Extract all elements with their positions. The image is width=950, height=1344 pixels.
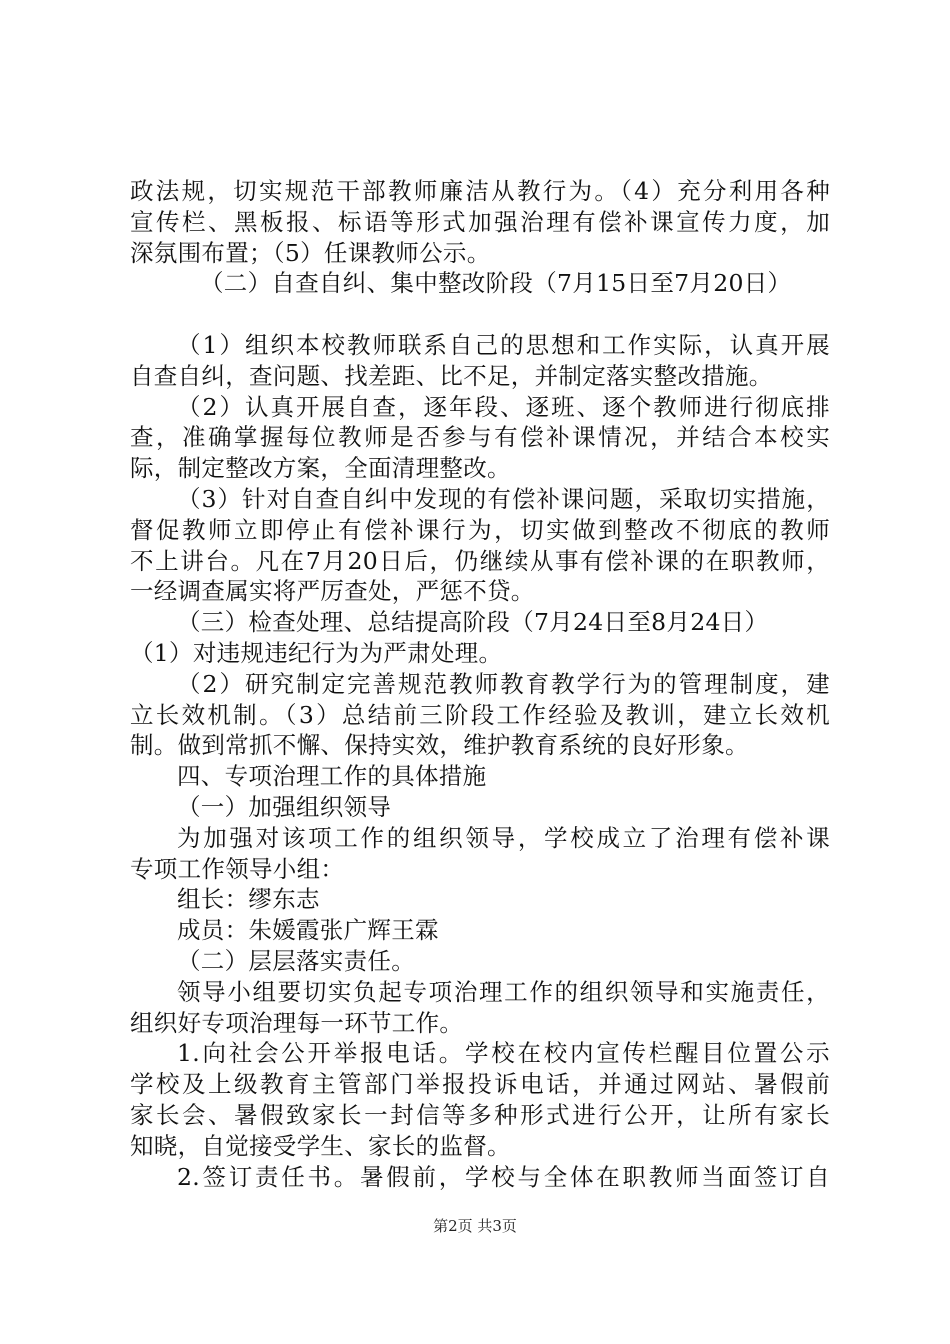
paragraph-line: 学校及上级教育主管部门举报投诉电话，并通过网站、暑假前 [130,1070,830,1099]
paragraph-line: 1.向社会公开举报电话。学校在校内宣传栏醒目位置公示 [177,1039,830,1068]
paragraph-line: （1）对违规违纪行为为严肃处理。 [130,638,503,667]
blank-line [130,299,830,330]
subsection-heading: （一）加强组织领导 [177,792,392,821]
paragraph-line: 成员：朱媛霞张广辉王霖 [177,916,439,945]
paragraph-line: 专项工作领导小组： [130,854,345,883]
paragraph-line: 知晓，自觉接受学生、家长的监督。 [130,1131,511,1160]
paragraph-line: 政法规，切实规范干部教师廉洁从教行为。（4）充分利用各种 [130,177,830,205]
section-heading: （二）自查自纠、集中整改阶段（7月15日至7月20日） [200,269,792,298]
paragraph-line: 一经调查属实将严厉查处，严惩不贷。 [130,577,535,606]
subsection-heading: （二）层层落实责任。 [177,946,415,975]
section-heading: （三）检查处理、总结提高阶段（7月24日至8月24日） [177,608,769,637]
paragraph-line: （2）认真开展自查，逐年段、逐班、逐个教师进行彻底排 [177,392,830,421]
paragraph-line: 制。做到常抓不懈、保持实效，维护教育系统的良好形象。 [130,731,749,760]
paragraph-line: 为加强对该项工作的组织领导，学校成立了治理有偿补课 [177,823,830,852]
paragraph-line: 自查自纠，查问题、找差距、比不足，并制定落实整改措施。 [130,361,773,390]
paragraph-line: 组长：缪东志 [177,885,320,914]
paragraph-line: （2）研究制定完善规范教师教育教学行为的管理制度，建 [177,669,830,698]
paragraph-line: （1）组织本校教师联系自己的思想和工作实际，认真开展 [177,330,830,359]
section-heading: 四、专项治理工作的具体措施 [177,762,487,791]
paragraph-line: （3）针对自查自纠中发现的有偿补课问题，采取切实措施， [177,484,830,513]
paragraph-line: 立长效机制。（3）总结前三阶段工作经验及教训，建立长效机 [130,700,830,729]
paragraph-line: 深氛围布置；（5）任课教师公示。 [130,238,491,267]
paragraph-line: 际，制定整改方案，全面清理整改。 [130,454,511,483]
paragraph-line: 查，准确掌握每位教师是否参与有偿补课情况，并结合本校实 [130,423,830,452]
document-body [130,176,830,1192]
paragraph-line: 督促教师立即停止有偿补课行为，切实做到整改不彻底的教师 [130,515,830,544]
paragraph-line: 2.签订责任书。暑假前，学校与全体在职教师当面签订自 [177,1162,830,1191]
paragraph-line: 家长会、暑假致家长一封信等多种形式进行公开，让所有家长 [130,1100,830,1129]
page-footer: 第2页 共3页 [433,1217,517,1235]
paragraph-line: 宣传栏、黑板报、标语等形式加强治理有偿补课宣传力度，加 [130,207,830,236]
paragraph-line: 不上讲台。凡在7月20日后，仍继续从事有偿补课的在职教师， [130,546,830,575]
paragraph-line: 组织好专项治理每一环节工作。 [130,1008,464,1037]
paragraph-line: 领导小组要切实负起专项治理工作的组织领导和实施责任， [177,977,830,1006]
